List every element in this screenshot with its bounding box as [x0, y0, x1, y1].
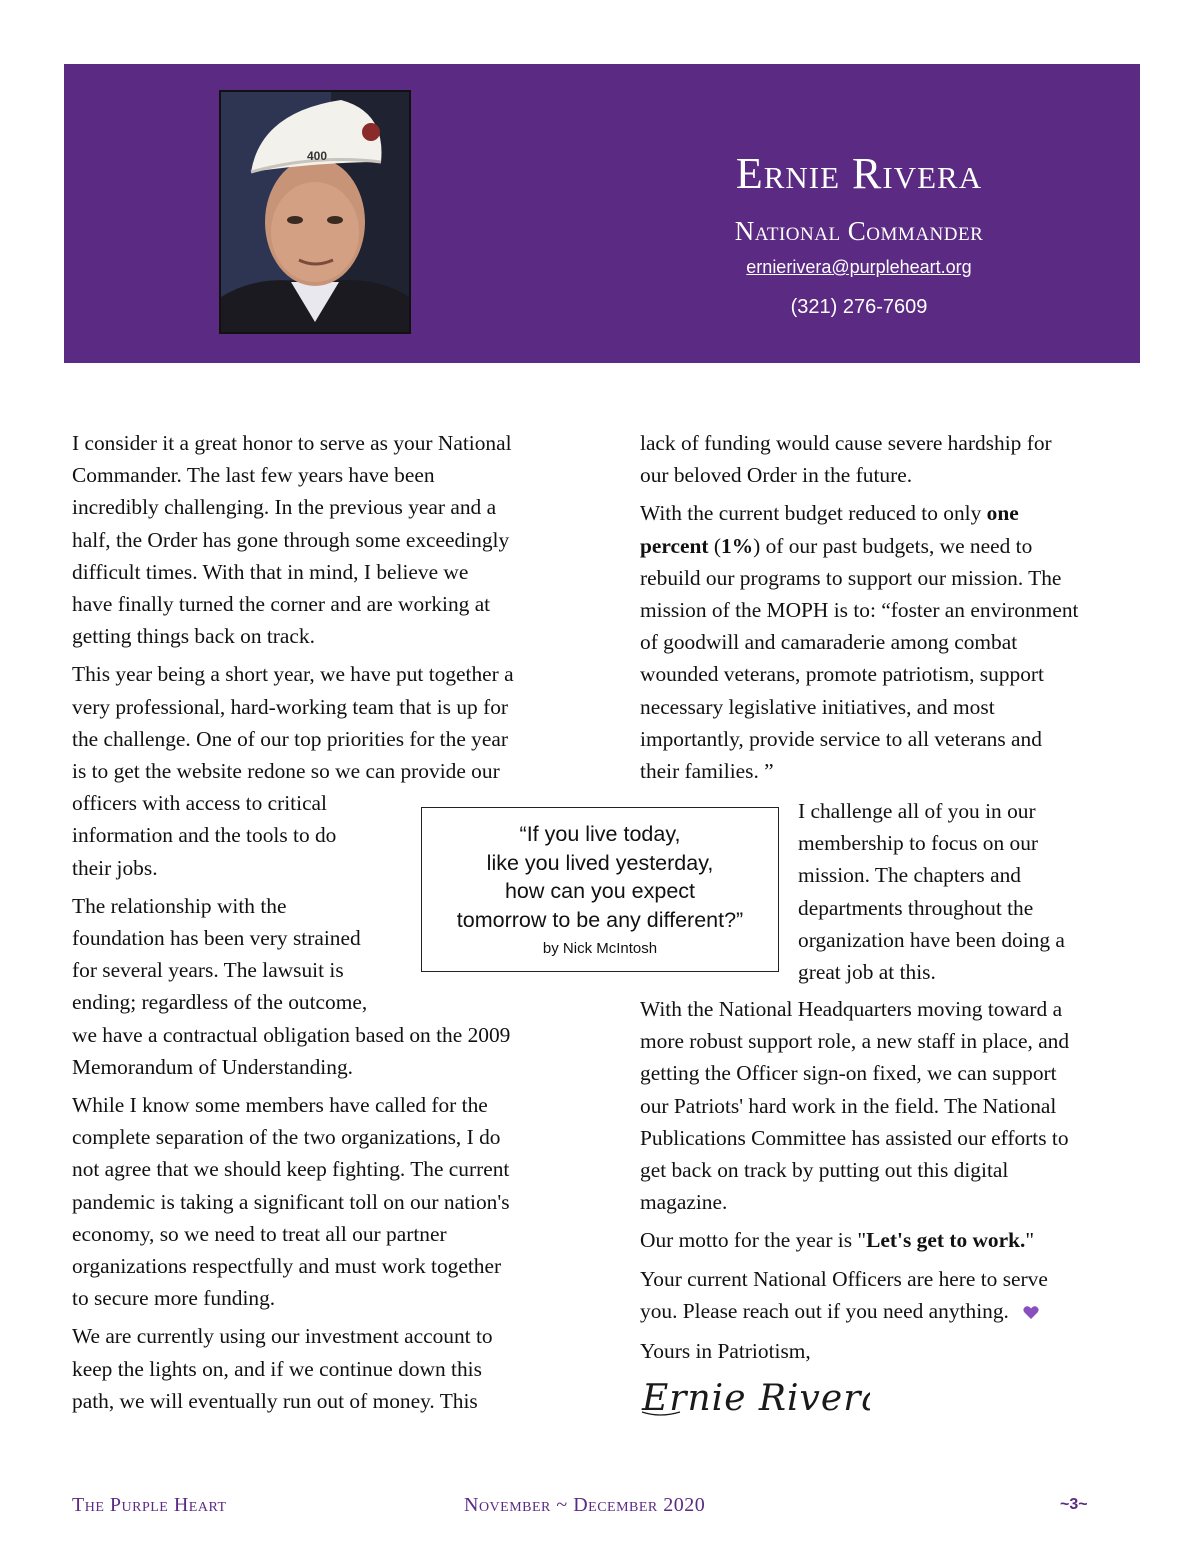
- text-line: great job at this.: [798, 960, 936, 985]
- text-line: We are currently using our investment account to: [72, 1324, 493, 1349]
- text-line: getting things back on track.: [72, 624, 315, 649]
- text-line: our Patriots' hard work in the field. The National: [640, 1093, 1057, 1118]
- paragraph: [72, 427, 514, 652]
- text-line: is to get the website redone so we can provide our: [72, 759, 500, 784]
- text-line: Memorandum of Understanding.: [72, 1054, 353, 1079]
- paragraph: [640, 497, 1078, 787]
- paragraph: [640, 993, 1069, 1218]
- commander-photo: [219, 90, 411, 334]
- text-line: incredibly challenging. In the previous year and a: [72, 495, 497, 520]
- paragraph: [798, 795, 1065, 988]
- text-run: With the current budget reduced to only: [640, 501, 987, 526]
- text-line: keep the lights on, and if we continue down this: [72, 1356, 482, 1381]
- quote-author: by Nick McIntosh: [542, 940, 658, 957]
- text-line: I consider it a great honor to serve as your National: [72, 431, 512, 455]
- paragraph: [640, 1224, 1069, 1256]
- text-line: officers with access to critical: [72, 791, 327, 816]
- text-line: getting the Officer sign-on fixed, we can support: [640, 1061, 1057, 1086]
- bold-text: one: [986, 501, 1019, 526]
- commander-title: National Commander: [734, 216, 984, 246]
- text-line: Your current National Officers are here to serve: [640, 1266, 1048, 1291]
- text-line: While I know some members have called for the: [72, 1093, 488, 1118]
- text-line: Publications Committee has assisted our efforts to: [640, 1125, 1069, 1150]
- text-line: of goodwill and camaraderie among combat: [640, 630, 1018, 655]
- text-line: mission of the MOPH is to: “foster an environment: [640, 598, 1079, 623]
- pull-quote: [421, 807, 779, 972]
- quote-line: “If you live today,: [519, 822, 681, 846]
- text-run: Our motto for the year is ": [640, 1228, 867, 1253]
- text-line: This year being a short year, we have put together a: [72, 662, 514, 687]
- text-line: for several years. The lawsuit is: [72, 958, 344, 983]
- purple-heart-icon: [1023, 1297, 1039, 1329]
- text-line: organization have been doing a: [798, 927, 1065, 952]
- text-line: difficult times. With that in mind, I believe we: [72, 559, 469, 584]
- text-line: departments throughout the: [798, 895, 1034, 920]
- text-run: (: [708, 533, 721, 558]
- text-line: organizations respectfully and must work together: [72, 1254, 502, 1279]
- text-line: get back on track by putting out this digital: [640, 1158, 1009, 1183]
- page-number: ~3~: [1060, 1496, 1088, 1513]
- text-line: to secure more funding.: [72, 1286, 276, 1311]
- right-column-bottom: [640, 993, 1069, 1373]
- paragraph: [72, 1320, 514, 1417]
- text-line: [640, 1295, 1069, 1329]
- text-line: magazine.: [640, 1190, 728, 1215]
- quote-line: how can you expect: [504, 879, 696, 903]
- right-column-top: [640, 427, 1078, 793]
- text-line: necessary legislative initiatives, and most: [640, 694, 995, 719]
- closing-line: Yours in Patriotism,: [640, 1339, 811, 1364]
- cap-number: 400: [307, 149, 328, 163]
- text-line: more robust support role, a new staff in place, and: [640, 1029, 1070, 1054]
- commander-name: Ernie Rivera: [735, 149, 983, 198]
- text-run: you. Please reach out if you need anything.: [640, 1298, 1009, 1323]
- text-line: membership to focus on our: [798, 831, 1039, 856]
- signature: [640, 1372, 870, 1429]
- text-line: lack of funding would cause severe hardship for: [640, 431, 1052, 455]
- text-line: I challenge all of you in our: [798, 799, 1036, 823]
- header-banner: [64, 64, 1140, 363]
- text-line: half, the Order has gone through some exceedingly: [72, 527, 510, 552]
- footer-issue: November ~ December 2020: [464, 1494, 706, 1516]
- text-run: ) of our past budgets, we need to: [753, 533, 1033, 558]
- paragraph: [640, 1335, 1069, 1367]
- text-line: wounded veterans, promote patriotism, support: [640, 662, 1044, 687]
- text-line: economy, so we need to treat all our partner: [72, 1221, 447, 1246]
- paragraph: [640, 1263, 1069, 1329]
- text-line: their families. ”: [640, 759, 774, 784]
- text-line: complete separation of the two organizations, I do: [72, 1125, 501, 1150]
- text-line: foundation has been very strained: [72, 926, 361, 951]
- bold-text: percent: [640, 533, 709, 558]
- text-line: we have a contractual obligation based on the 2009: [72, 1022, 511, 1047]
- text-line: our beloved Order in the future.: [640, 463, 913, 488]
- text-line: information and the tools to do: [72, 823, 337, 848]
- motto-bold: Let's get to work.: [866, 1228, 1026, 1253]
- text-line: Commander. The last few years have been: [72, 463, 435, 488]
- text-line: [640, 530, 1078, 562]
- paragraph: [640, 427, 1078, 491]
- paragraph: [72, 1089, 514, 1314]
- text-line: ending; regardless of the outcome,: [72, 990, 368, 1015]
- text-line: [640, 497, 1078, 529]
- text-line: The relationship with the: [72, 893, 287, 918]
- text-line: path, we will eventually run out of money. This: [72, 1388, 478, 1413]
- text-line: mission. The chapters and: [798, 863, 1021, 888]
- email-link[interactable]: ernierivera@purpleheart.org: [746, 257, 972, 277]
- motto-line: [640, 1224, 1069, 1256]
- right-column-beside-quote: [798, 795, 1065, 994]
- text-line: rebuild our programs to support our mission. The: [640, 565, 1062, 590]
- footer-publication: The Purple Heart: [72, 1494, 227, 1516]
- svg-text:Ernie Rivera: Ernie Rivera: [642, 1378, 870, 1419]
- text-line: very professional, hard-working team that is up for: [72, 694, 509, 719]
- text-line: importantly, provide service to all veterans and: [640, 726, 1042, 751]
- bold-text: 1%: [721, 533, 754, 558]
- quote-line: tomorrow to be any different?”: [456, 907, 744, 932]
- text-line: the challenge. One of our top priorities for the year: [72, 726, 508, 751]
- text-line: have finally turned the corner and are working at: [72, 592, 491, 617]
- text-line: not agree that we should keep fighting. The current: [72, 1157, 510, 1182]
- text-line: pandemic is taking a significant toll on our nation's: [72, 1189, 510, 1214]
- text-line: With the National Headquarters moving toward a: [640, 997, 1063, 1021]
- phone-number: (321) 276-7609: [790, 296, 928, 318]
- quote-line: like you lived yesterday,: [486, 850, 714, 875]
- text-run: ": [1025, 1228, 1035, 1253]
- text-line: their jobs.: [72, 855, 158, 880]
